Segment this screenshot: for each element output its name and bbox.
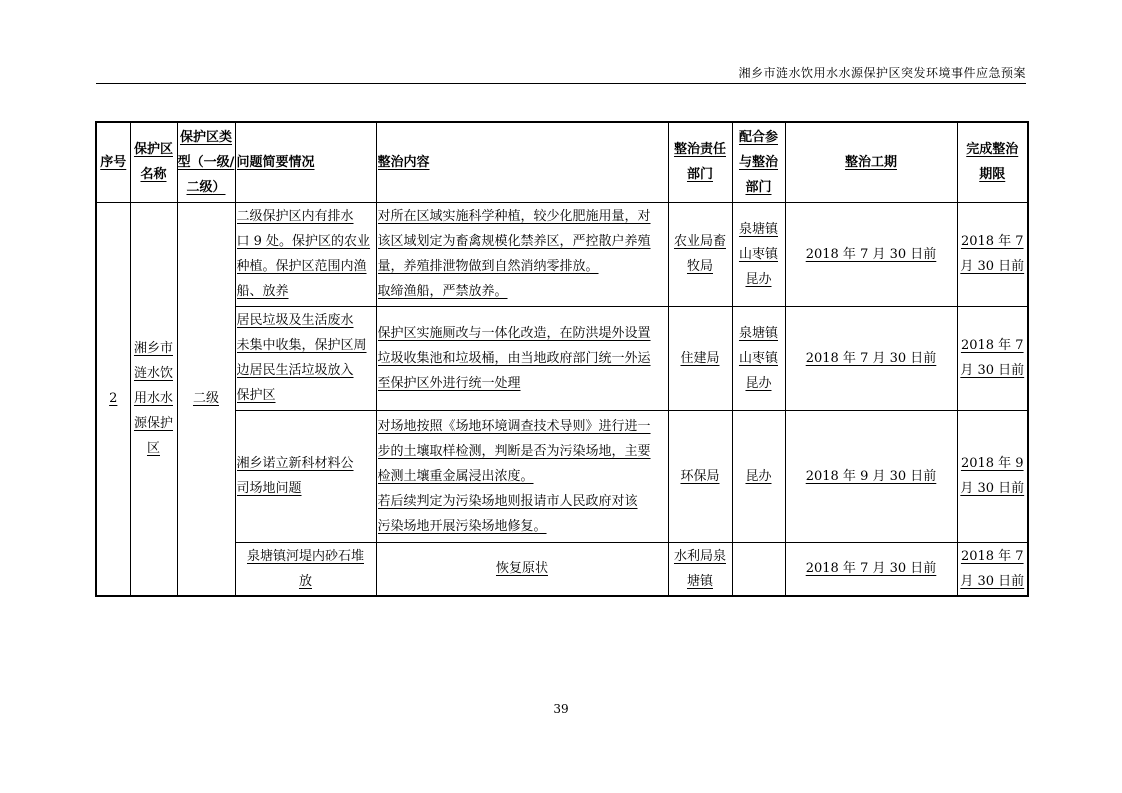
header-rule [96, 83, 1026, 84]
dept-cell: 住建局 [668, 306, 732, 410]
area-name-cell: 湘乡市 涟水饮 用水水 源保护 区 [130, 202, 177, 596]
measures-cell: 对场地按照《场地环境调查技术导则》进行进一 步的土壤取样检测，判断是否为污染场地，主要 检测土壤重金属浸出浓度。 若后续判定为污染场地则报请市人民政府对该 污染场地开展污染场地修复。 [376, 410, 668, 542]
problem-cell: 泉塘镇河堤内砂石堆 放 [235, 542, 376, 596]
problem-cell: 二级保护区内有排水 口 9 处。保护区的农业 种植。保护区范围内渔 船、放养 [235, 202, 376, 306]
coop-cell: 泉塘镇 山枣镇 昆办 [732, 306, 785, 410]
header-dept: 整治责任 部门 [668, 122, 732, 202]
deadline-cell: 2018 年 9 月 30 日前 [957, 410, 1028, 542]
dept-cell: 环保局 [668, 410, 732, 542]
dept-cell: 农业局畜 牧局 [668, 202, 732, 306]
deadline-cell: 2018 年 7 月 30 日前 [957, 202, 1028, 306]
period-cell: 2018 年 7 月 30 日前 [785, 306, 957, 410]
measures-cell: 恢复原状 [376, 542, 668, 596]
table-row [96, 410, 1028, 542]
table-row [96, 542, 1028, 596]
dept-cell: 水利局泉 塘镇 [668, 542, 732, 596]
deadline-cell: 2018 年 7 月 30 日前 [957, 306, 1028, 410]
coop-cell [732, 542, 785, 596]
header-deadline: 完成整治 期限 [957, 122, 1028, 202]
table-row [96, 202, 1028, 306]
header-serial: 序号 [96, 122, 130, 202]
deadline-cell: 2018 年 7 月 30 日前 [957, 542, 1028, 596]
rectification-table [95, 121, 1029, 597]
header-period: 整治工期 [785, 122, 957, 202]
header-coop: 配合参 与整治 部门 [732, 122, 785, 202]
problem-cell: 湘乡诺立新科材料公 司场地问题 [235, 410, 376, 542]
document-header-title: 湘乡市涟水饮用水水源保护区突发环境事件应急预案 [738, 66, 1026, 80]
coop-cell: 泉塘镇 山枣镇 昆办 [732, 202, 785, 306]
page-number: 39 [553, 702, 569, 716]
table-row [96, 306, 1028, 410]
period-cell: 2018 年 7 月 30 日前 [785, 202, 957, 306]
area-type-cell: 二级 [177, 202, 235, 596]
measures-cell: 保护区实施厕改与一体化改造，在防洪堤外设置 垃圾收集池和垃圾桶，由当地政府部门统一外运 至保护区外进行统一处理 [376, 306, 668, 410]
header-area-type: 保护区类 型（一级/ 二级） [177, 122, 235, 202]
header-problem: 问题简要情况 [235, 122, 376, 202]
table-header-row [96, 122, 1028, 202]
period-cell: 2018 年 7 月 30 日前 [785, 542, 957, 596]
serial-cell: 2 [96, 202, 130, 596]
header-measures: 整治内容 [376, 122, 668, 202]
period-cell: 2018 年 9 月 30 日前 [785, 410, 957, 542]
header-area-name: 保护区 名称 [130, 122, 177, 202]
measures-cell: 对所在区域实施科学种植，较少化肥施用量，对 该区域划定为畜禽规模化禁养区，严控散户养殖 量，养殖排泄物做到自然消纳零排放。 取缔渔船，严禁放养。 [376, 202, 668, 306]
problem-cell: 居民垃圾及生活废水 未集中收集，保护区周 边居民生活垃圾放入 保护区 [235, 306, 376, 410]
coop-cell: 昆办 [732, 410, 785, 542]
